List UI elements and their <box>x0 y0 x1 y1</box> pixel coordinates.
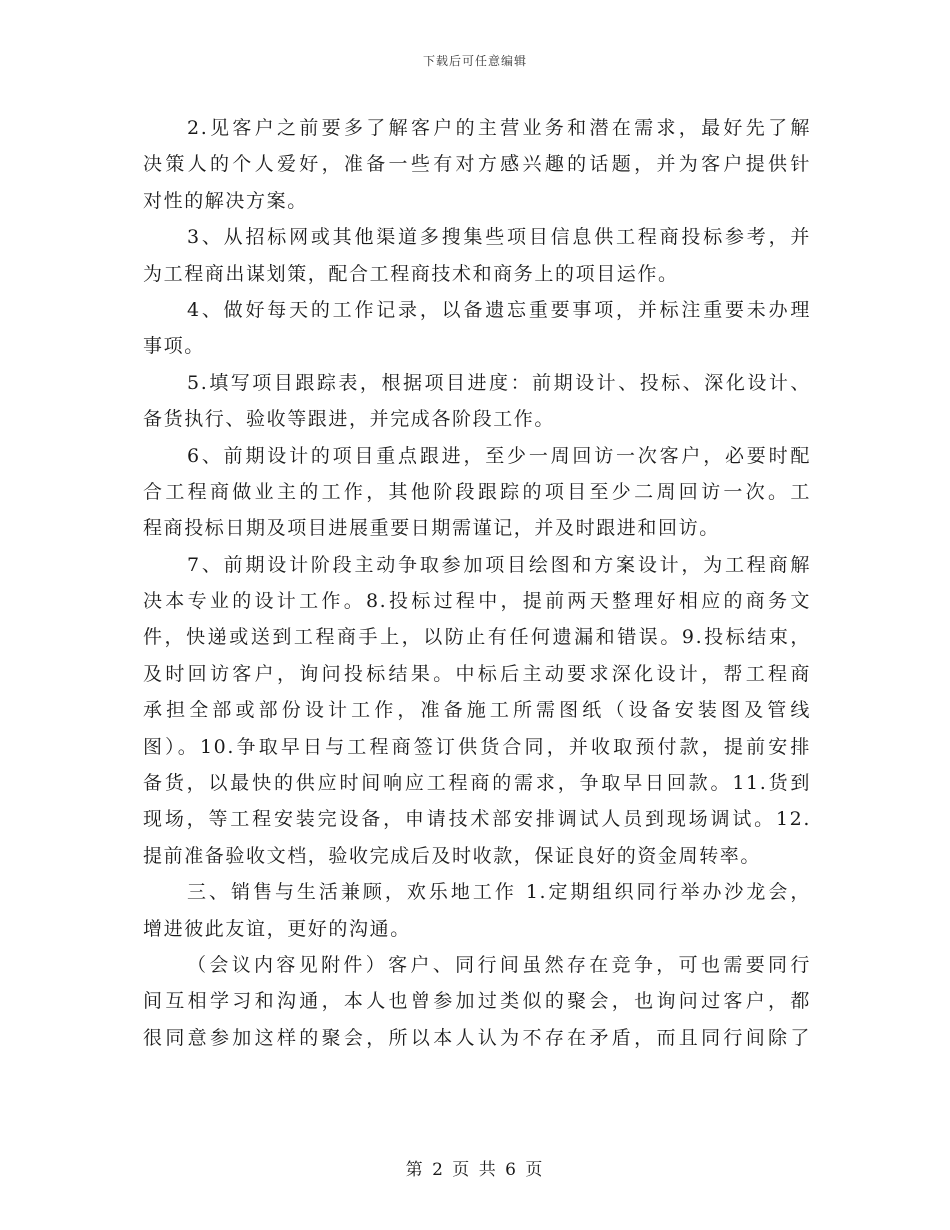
paragraph-item-4 <box>143 292 811 365</box>
paragraph-line: 图）。10.争取早日与工程商签订供货合同，并收取预付款，提前安排 <box>143 735 811 758</box>
paragraph-item-5 <box>143 365 811 438</box>
paragraph-line: 及时回访客户，询问投标结果。中标后主动要求深化设计，帮工程商 <box>143 662 811 685</box>
page-number-footer: 第 2 页 共 6 页 <box>405 1160 545 1180</box>
paragraph-line: 6、前期设计的项目重点跟进，至少一周回访一次客户，必要时配 <box>187 444 811 467</box>
paragraph-line: 合工程商做业主的工作，其他阶段跟踪的项目至少二周回访一次。工 <box>143 480 811 503</box>
paragraph-item-6 <box>143 438 811 547</box>
paragraph-section-three <box>143 874 811 947</box>
paragraph-line: 2.见客户之前要多了解客户的主营业务和潜在需求，最好先了解 <box>187 117 811 139</box>
document-body <box>143 110 811 1056</box>
paragraph-line: 3、从招标网或其他渠道多搜集些项目信息供工程商投标参考，并 <box>187 226 811 249</box>
paragraph-line: 提前准备验收文档，验收完成后及时收款，保证良好的资金周转率。 <box>143 844 762 867</box>
paragraph-line: 承担全部或部份设计工作，准备施工所需图纸（设备安装图及管线 <box>143 699 811 722</box>
paragraph-item-2 <box>143 110 811 219</box>
paragraph-line: 现场，等工程安装完设备，申请技术部安排调试人员到现场调试。12. <box>143 808 811 831</box>
paragraph-line: 程商投标日期及项目进展重要日期需谨记，并及时跟进和回访。 <box>143 517 720 540</box>
paragraph-line: 5.填写项目跟踪表，根据项目进度：前期设计、投标、深化设计、 <box>187 371 811 394</box>
paragraph-line: 决本专业的设计工作。8.投标过程中，提前两天整理好相应的商务文 <box>143 590 811 613</box>
paragraph-line: 7、前期设计阶段主动争取参加项目绘图和方案设计，为工程商解 <box>187 553 811 576</box>
paragraph-meeting-note <box>143 947 811 1056</box>
paragraph-item-3 <box>143 219 811 292</box>
paragraph-line: 间互相学习和沟通，本人也曾参加过类似的聚会，也询问过客户，都 <box>143 990 811 1013</box>
paragraph-line: 备货，以最快的供应时间响应工程商的需求，争取早日回款。11.货到 <box>143 772 811 795</box>
page-header-note: 下载后可任意编辑 <box>422 54 527 68</box>
paragraph-line: 对性的解决方案。 <box>143 189 308 212</box>
paragraph-line: （会议内容见附件）客户、同行间虽然存在竞争，可也需要同行 <box>187 953 811 976</box>
paragraph-line: 决策人的个人爱好，准备一些有对方感兴趣的话题，并为客户提供针 <box>143 153 811 176</box>
paragraph-line: 很同意参加这样的聚会，所以本人认为不存在矛盾，而且同行间除了 <box>143 1026 811 1049</box>
paragraph-line: 事项。 <box>143 335 205 358</box>
paragraph-line: 备货执行、验收等跟进，并完成各阶段工作。 <box>143 408 556 431</box>
paragraph-line: 三、销售与生活兼顾，欢乐地工作 1.定期组织同行举办沙龙会， <box>187 881 811 904</box>
paragraph-item-7 <box>143 547 811 875</box>
paragraph-line: 件，快递或送到工程商手上，以防止有任何遗漏和错误。9.投标结束， <box>143 626 811 649</box>
paragraph-line: 为工程商出谋划策，配合工程商技术和商务上的项目运作。 <box>143 262 679 285</box>
paragraph-line: 4、做好每天的工作记录，以备遗忘重要事项，并标注重要未办理 <box>187 298 811 321</box>
paragraph-line: 增进彼此友谊，更好的沟通。 <box>143 917 411 940</box>
